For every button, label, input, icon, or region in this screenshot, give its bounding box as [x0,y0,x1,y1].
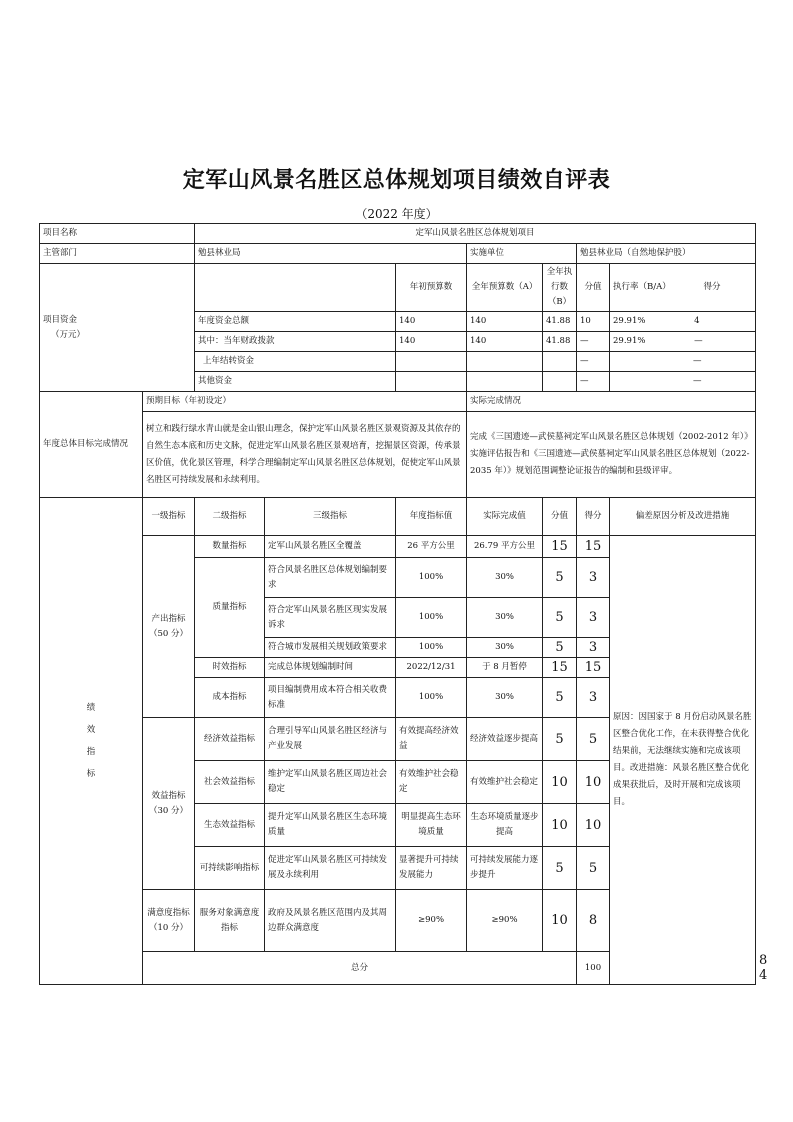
level3-cell: 完成总体规划编制时间 [265,658,396,678]
level3-cell: 定军山风景名胜区全覆盖 [265,536,396,558]
actual-cell: 30% [467,598,543,638]
funds-cell: 140 [396,312,467,332]
score-cell: 3 [577,558,610,598]
score-cell: 15 [577,536,610,558]
level2-cell: 时效指标 [195,658,265,678]
target-cell: 显著提升可持续发展能力 [396,847,467,890]
actual-result-text: 完成《三国遗迹—武侯墓祠定军山风景名胜区总体规划（2002-2012 年）》实施评估报告和《三国遗迹—武侯墓祠定军山风景名胜区总体规划（2022-2035 年）》规划范围调整论证报告的编制和县级评审。 [467,412,756,498]
score-value-cell: 10 [543,804,577,847]
group-benefit: 效益指标（30 分） [143,718,195,890]
funds-row-name: 上年结转资金 [195,352,396,372]
deviation-reason-text: 原因：因国家于 8 月份启动风景名胜区整合优化工作，在未获得整合优化结果前，无法继续实施和完成该项目。改进措施：风景名胜区整合优化成果获批后，及时开展和完成该项目。 [610,536,756,985]
level3-cell: 项目编制费用成本符合相关收费标准 [265,678,396,718]
level2-cell: 服务对象满意度指标 [195,890,265,952]
funds-cell [396,352,467,372]
header-reason: 偏差原因分析及改进措施 [610,498,756,536]
level2-cell: 社会效益指标 [195,761,265,804]
target-cell: 2022/12/31 [396,658,467,678]
project-name-label: 项目名称 [40,224,195,244]
funds-cell-rate-score [610,372,756,392]
side-char: 指 [86,747,96,757]
funds-cell [467,352,543,372]
impl-unit-label: 实施单位 [467,244,577,264]
score-value-cell: 5 [543,638,577,658]
target-cell: ≥90% [396,890,467,952]
project-name-value: 定军山风景名胜区总体规划项目 [195,224,756,244]
actual-cell: 26.79 平方公里 [467,536,543,558]
funds-cell-rate-score [610,332,756,352]
funds-header-blank [195,264,396,312]
funds-cell-score: — [693,356,702,366]
header-score: 得分 [577,498,610,536]
funds-label-line2: （万元） [51,329,86,340]
target-cell: 100% [396,638,467,658]
funds-cell: 140 [467,312,543,332]
funds-header-initial-budget: 年初预算数 [396,264,467,312]
level3-cell: 符合定军山风景名胜区现实发展诉求 [265,598,396,638]
level3-cell: 促进定军山风景名胜区可持续发展及永续利用 [265,847,396,890]
goals-label: 年度总体目标完成情况 [40,392,143,498]
target-cell: 100% [396,558,467,598]
level2-cell: 数量指标 [195,536,265,558]
score-cell: 5 [577,718,610,761]
level3-cell: 符合城市发展相关规划政策要求 [265,638,396,658]
level2-cell: 可持续影响指标 [195,847,265,890]
score-cell: 8 [577,890,610,952]
actual-cell: 有效维护社会稳定 [467,761,543,804]
funds-cell-score: 4 [694,316,700,326]
score-cell: 3 [577,598,610,638]
header-target: 年度指标值 [396,498,467,536]
funds-cell [396,372,467,392]
score-value-cell: 10 [543,890,577,952]
actual-cell: 30% [467,638,543,658]
expected-goal-header: 预期目标（年初设定） [143,392,467,412]
funds-row-name: 其他资金 [195,372,396,392]
evaluation-table: 项目名称 定军山风景名胜区总体规划项目 主管部门 勉县林业局 实施单位 勉县林业局（自然地保护股） 项目资金 （万元） 年初预算数 全年预算数（A） 全年执行数（B） 分值 执行率（B/A） 得分 年度资金总额 140 140 41.88 10 29.91% 4 其中：当年财政拨款 140 140 41.88 — 29.91% — 上年结转资金 — — 其他资金 — — 年度总体目标完成情况 预期目标（年初设定） 实际完成情况 树立和践行绿水青山就是金山银山理念，保护定军山风景名胜区景观资源及其依存的自然生态本底和历史文脉，促进定军山风景名胜区景观培育，挖掘景区资源，传承景区价值，优化景区管理，科学合理编制定军山风景名胜区总体规划，促使定军山风景名胜区可持续发展和永续利用。 完成《三国遗迹—武侯墓祠定军山风景名胜区总体规划（2002-2012 年）》实施评估报告和《三国遗迹—武侯墓祠定军山风景名胜区总体规划（2022-2035 年）》规划范围调整论证报告的编制和县级评审。 绩 效 指 标 一级指标 二级指标 三级指标 年度指标值 实际完成值 分值 得分 偏差原因分析及改进措施 产出指标（50 分） 数量指标 定军山风景名胜区全覆盖 26 平方公里 26.79 平方公里 15 15 原因：因国家于 8 月份启动风景名胜区整合优化工作，在未获得整合优化结果前，无法继续实施和完成该项目。改进措施：风景名胜区整合优化成果获批后，及时开展和完成该项目。 质量指标 符合风景名胜区总体规划编制要求 100% 30% 5 3 符合定军山风景名胜区现实发展诉求 100% 30% 5 3 符合城市发展相关规划政策要求 100% 30% 5 3 时效指标 完成总体规划编制时间 2022/12/31 于 8 月暂停 15 15 成本指标 项目编制费用成本符合相关收费标准 100% 30% 5 3 效益指标（30 分） 经济效益指标 合理引导军山风景名胜区经济与产业发展 有效提高经济效益 经济效益逐步提高 5 5 社会效益指标 维护定军山风景名胜区周边社会稳定 有效维护社会稳定 有效维护社会稳定 10 10 生态效益指标 提升定军山风景名胜区生态环境质量 明显提高生态环境质量 生态环境质量逐步提高 10 10 可持续影响指标 促进定军山风景名胜区可持续发展及永续利用 显著提升可持续发展能力 可持续发展能力逐步提升 5 5 满意度指标（10 分） 服务对象满意度指标 政府及风景名胜区范围内及其周边群众满意度 ≥90% ≥90% 10 8 总分 100 84 [39,223,756,985]
funds-cell-score: — [693,376,702,386]
target-cell: 有效提高经济效益 [396,718,467,761]
group-output: 产出指标（50 分） [143,536,195,718]
header-actual: 实际完成值 [467,498,543,536]
impl-unit-value: 勉县林业局（自然地保护股） [577,244,756,264]
score-cell: 15 [577,658,610,678]
funds-cell: — [577,352,610,372]
header-score-value: 分值 [543,498,577,536]
funds-cell-rate-score [610,312,756,332]
level2-cell: 成本指标 [195,678,265,718]
header-level3: 三级指标 [265,498,396,536]
actual-cell: 可持续发展能力逐步提升 [467,847,543,890]
level3-cell: 提升定军山风景名胜区生态环境质量 [265,804,396,847]
score-cell: 3 [577,638,610,658]
actual-cell: 生态环境质量逐步提高 [467,804,543,847]
funds-cell: — [577,372,610,392]
funds-header-annual-budget: 全年预算数（A） [467,264,543,312]
actual-result-header: 实际完成情况 [467,392,756,412]
funds-header-rate-score [610,264,756,312]
side-char: 标 [86,769,96,779]
side-char: 效 [86,725,96,735]
funds-cell-rate: 29.91% [613,336,646,346]
funds-cell: 140 [467,332,543,352]
year-label: （2022 年度） [355,207,438,221]
document-title: 定军山风景名胜区总体规划项目绩效自评表 [182,168,611,193]
funds-cell [467,372,543,392]
funds-cell: 140 [396,332,467,352]
funds-header-executed: 全年执行数（B） [543,264,577,312]
funds-cell [543,372,577,392]
performance-side-label [40,498,143,985]
score-value-cell: 5 [543,558,577,598]
funds-header-score-value: 分值 [577,264,610,312]
funds-header-rate: 执行率（B/A） [613,282,671,292]
level3-cell: 维护定军山风景名胜区周边社会稳定 [265,761,396,804]
header-level1: 一级指标 [143,498,195,536]
score-value-cell: 15 [543,658,577,678]
funds-header-score: 得分 [703,282,721,292]
expected-goal-text: 树立和践行绿水青山就是金山银山理念，保护定军山风景名胜区景观资源及其依存的自然生态本底和历史文脉，促进定军山风景名胜区景观培育，挖掘景区资源，传承景区价值，优化景区管理，科学合理编制定军山风景名胜区总体规划，促使定军山风景名胜区可持续发展和永续利用。 [143,412,467,498]
funds-cell [543,352,577,372]
actual-cell: 于 8 月暂停 [467,658,543,678]
actual-cell: 经济效益逐步提高 [467,718,543,761]
funds-cell-rate-score [610,352,756,372]
score-value-cell: 5 [543,718,577,761]
funds-cell: 10 [577,312,610,332]
header-level2: 二级指标 [195,498,265,536]
score-value-cell: 5 [543,598,577,638]
group-satisfaction: 满意度指标（10 分） [143,890,195,952]
score-value-cell: 10 [543,761,577,804]
dept-value: 勉县林业局 [195,244,467,264]
score-cell: 5 [577,847,610,890]
level2-cell: 经济效益指标 [195,718,265,761]
dept-label: 主管部门 [40,244,195,264]
actual-cell: 30% [467,678,543,718]
funds-cell: — [577,332,610,352]
score-value-cell: 5 [543,678,577,718]
level3-cell: 符合风景名胜区总体规划编制要求 [265,558,396,598]
funds-row-name: 其中：当年财政拨款 [195,332,396,352]
level3-cell: 合理引导军山风景名胜区经济与产业发展 [265,718,396,761]
score-value-cell: 5 [543,847,577,890]
funds-cell-score: — [694,336,703,346]
funds-cell: 41.88 [543,332,577,352]
score-value-cell: 15 [543,536,577,558]
target-cell: 有效维护社会稳定 [396,761,467,804]
funds-cell: 41.88 [543,312,577,332]
score-cell: 3 [577,678,610,718]
score-cell: 10 [577,761,610,804]
total-value: 100 [577,952,610,985]
side-char: 绩 [86,703,96,713]
target-cell: 100% [396,678,467,718]
funds-label [40,264,195,392]
level3-cell: 政府及风景名胜区范围内及其周边群众满意度 [265,890,396,952]
funds-cell-rate: 29.91% [613,316,646,326]
score-cell: 10 [577,804,610,847]
level2-cell: 质量指标 [195,558,265,658]
target-cell: 100% [396,598,467,638]
level2-cell: 生态效益指标 [195,804,265,847]
actual-cell: 30% [467,558,543,598]
total-label: 总分 [143,952,577,985]
target-cell: 26 平方公里 [396,536,467,558]
target-cell: 明显提高生态环境质量 [396,804,467,847]
funds-row-name: 年度资金总额 [195,312,396,332]
funds-label-line1: 项目资金 [43,314,78,325]
actual-cell: ≥90% [467,890,543,952]
